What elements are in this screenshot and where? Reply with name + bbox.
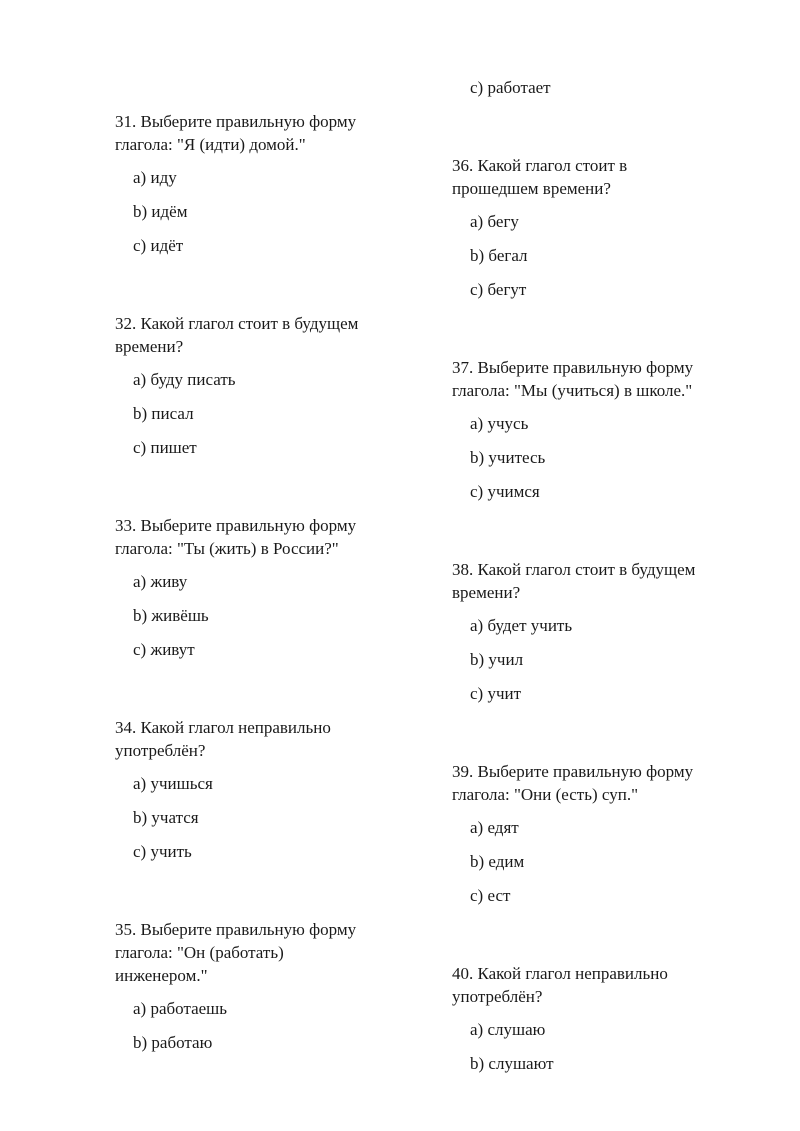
answer-option-c: [133, 234, 415, 268]
answer-option-b: [470, 648, 752, 682]
answer-option-b: [133, 200, 415, 234]
option-letter: a): [470, 414, 484, 433]
option-letter: c): [470, 886, 484, 905]
answer-option-c: [470, 480, 752, 514]
answer-option-b: [470, 850, 752, 884]
question-text: 36. Какой глагол стоит в прошедшем времени?: [452, 156, 628, 198]
option-text: работаю: [151, 1033, 213, 1052]
left-column: [115, 110, 415, 1109]
option-letter: c): [133, 438, 147, 457]
option-text: едят: [487, 818, 519, 837]
option-letter: a): [133, 572, 147, 591]
option-text: учатся: [151, 808, 199, 827]
option-text: работает: [487, 78, 551, 97]
option-text: учитесь: [488, 448, 546, 467]
question-32: [115, 312, 415, 470]
answer-option-a: [133, 166, 415, 200]
answer-option-c: [470, 682, 752, 716]
option-text: бегут: [487, 280, 527, 299]
answer-option-a: [470, 412, 752, 446]
option-text: живёшь: [151, 606, 209, 625]
option-letter: b): [133, 202, 148, 221]
option-text: учишься: [150, 774, 213, 793]
question-text: 33. Выберите правильную форму глагола: "Ты (жить) в России?": [115, 516, 357, 558]
answer-option-b: [133, 1031, 415, 1065]
option-letter: b): [470, 448, 485, 467]
option-letter: c): [470, 482, 484, 501]
option-text: писал: [151, 404, 194, 423]
option-text: бегу: [487, 212, 519, 231]
option-letter: b): [133, 808, 148, 827]
answer-option-a: [470, 816, 752, 850]
option-letter: b): [133, 1033, 148, 1052]
question-39: [452, 760, 752, 918]
answer-option-c: [133, 436, 415, 470]
question-40: [452, 962, 752, 1086]
option-letter: a): [133, 774, 147, 793]
option-text: учимся: [487, 482, 540, 501]
option-text: живут: [150, 640, 195, 659]
answer-option-a: [470, 210, 752, 244]
question-text: 32. Какой глагол стоит в будущем времени?: [115, 314, 359, 356]
question-text: 40. Какой глагол неправильно употреблён?: [452, 964, 668, 1006]
question-text: 37. Выберите правильную форму глагола: "Мы (учиться) в школе.": [452, 358, 694, 400]
option-text: живу: [150, 572, 188, 591]
answer-option-b: [470, 446, 752, 480]
option-text: пишет: [150, 438, 197, 457]
question-text: 34. Какой глагол неправильно употреблён?: [115, 718, 331, 760]
option-letter: b): [133, 404, 148, 423]
question-33: [115, 514, 415, 672]
option-text: иду: [150, 168, 177, 187]
option-letter: b): [133, 606, 148, 625]
question-37: [452, 356, 752, 514]
option-letter: c): [133, 640, 147, 659]
question-text: 38. Какой глагол стоит в будущем времени?: [452, 560, 696, 602]
option-letter: b): [470, 650, 485, 669]
answer-option-c: [133, 638, 415, 672]
question-text: 31. Выберите правильную форму глагола: "Я (идти) домой.": [115, 112, 357, 154]
answer-option-c: [470, 76, 752, 110]
option-letter: c): [470, 78, 484, 97]
option-text: едим: [488, 852, 525, 871]
answer-option-a: [133, 772, 415, 806]
option-letter: b): [470, 1054, 485, 1073]
option-text: слушаю: [487, 1020, 546, 1039]
option-letter: a): [133, 168, 147, 187]
option-letter: a): [133, 370, 147, 389]
option-text: учить: [150, 842, 192, 861]
answer-option-c: [133, 840, 415, 874]
answer-option-c: [470, 884, 752, 918]
option-text: идём: [151, 202, 188, 221]
answer-option-a: [133, 997, 415, 1031]
question-31: [115, 110, 415, 268]
option-letter: a): [133, 999, 147, 1018]
option-letter: a): [470, 616, 484, 635]
question-text: 39. Выберите правильную форму глагола: "Они (есть) суп.": [452, 762, 694, 804]
answer-option-a: [133, 368, 415, 402]
option-text: буду писать: [150, 370, 236, 389]
option-letter: b): [470, 852, 485, 871]
option-text: работаешь: [150, 999, 228, 1018]
answer-option-a: [133, 570, 415, 604]
option-text: учит: [487, 684, 522, 703]
option-letter: b): [470, 246, 485, 265]
option-text: ест: [487, 886, 511, 905]
option-letter: c): [133, 236, 147, 255]
answer-option-b: [133, 604, 415, 638]
question-34: [115, 716, 415, 874]
option-letter: c): [470, 684, 484, 703]
option-letter: a): [470, 212, 484, 231]
option-text: идёт: [150, 236, 184, 255]
answer-option-c: [470, 278, 752, 312]
answer-option-a: [470, 614, 752, 648]
question-38: [452, 558, 752, 716]
option-letter: a): [470, 1020, 484, 1039]
question-35: [115, 918, 415, 1065]
answer-option-b: [470, 244, 752, 278]
option-text: слушают: [488, 1054, 554, 1073]
question-text: 35. Выберите правильную форму глагола: "Он (работать) инженером.": [115, 920, 357, 985]
option-letter: c): [470, 280, 484, 299]
answer-option-b: [470, 1052, 752, 1086]
question-36: [452, 154, 752, 312]
answer-option-b: [133, 402, 415, 436]
answer-option-a: [470, 1018, 752, 1052]
option-text: учил: [488, 650, 524, 669]
option-letter: a): [470, 818, 484, 837]
option-text: учусь: [487, 414, 529, 433]
option-text: бегал: [488, 246, 528, 265]
option-letter: c): [133, 842, 147, 861]
answer-option-b: [133, 806, 415, 840]
right-column: [452, 76, 752, 1130]
option-text: будет учить: [487, 616, 573, 635]
